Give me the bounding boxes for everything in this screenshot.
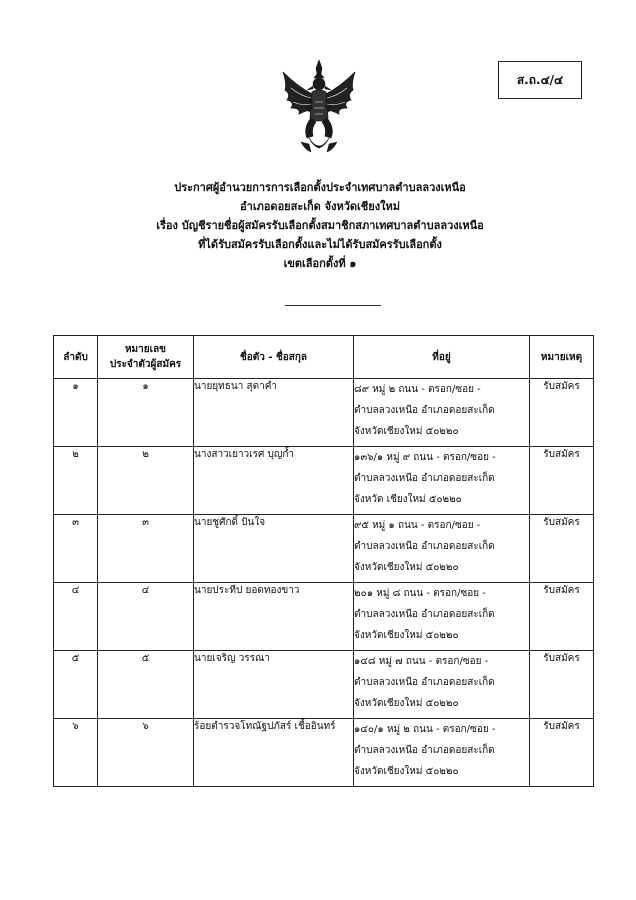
row-note: รับสมัคร [530,651,594,719]
row-name: นายยุทธนา สุตาคำ [194,379,354,447]
address-line: ตำบลลวงเหนือ อำเภอดอยสะเก็ด [354,473,495,484]
table-row [54,379,594,447]
header-number-line-2: ประจำตัวผู้สมัคร [109,359,182,370]
row-order: ๑ [54,379,98,447]
address-line: จังหวัดเชียงใหม่ ๕๐๒๒๐ [354,426,459,437]
form-code-box [498,61,582,99]
row-name: นางสาวเยาวเรศ บุญก้ำ [194,447,354,515]
row-order: ๖ [54,719,98,787]
table-header-row [54,336,594,379]
row-name: นายชูศักดิ์ ปันใจ [194,515,354,583]
heading-line-4: ที่ได้รับสมัครรับเลือกตั้งและไม่ได้รับสมัครรับเลือกตั้ง [198,238,442,251]
address-line: ๘๙ หมู่ ๒ ถนน - ตรอก/ซอย - [354,384,481,395]
row-candidate-number: ๖ [98,719,194,787]
row-candidate-number: ๓ [98,515,194,583]
row-candidate-number: ๔ [98,583,194,651]
address-line: จังหวัดเชียงใหม่ ๕๐๒๒๐ [354,562,459,573]
form-code: ส.ถ.๔/๔ [516,72,564,87]
address-line: ๙๕ หมู่ ๑ ถนน - ตรอก/ซอย - [354,520,481,531]
row-candidate-number: ๑ [98,379,194,447]
row-address [354,379,530,447]
address-line: จังหวัดเชียงใหม่ ๕๐๒๒๐ [354,766,459,777]
row-order: ๔ [54,583,98,651]
address-line: ๑๔๘ หมู่ ๗ ถนน - ตรอก/ซอย - [354,656,489,667]
header-order: ลำดับ [54,336,98,379]
heading-divider [285,305,381,306]
row-address [354,515,530,583]
row-note: รับสมัคร [530,583,594,651]
heading-line-5: เขตเลือกตั้งที่ ๑ [283,257,357,270]
row-note: รับสมัคร [530,515,594,583]
row-address [354,583,530,651]
address-line: ตำบลลวงเหนือ อำเภอดอยสะเก็ด [354,677,495,688]
row-note: รับสมัคร [530,379,594,447]
header-number-line-1: หมายเลข [124,344,167,355]
address-line: ๒๐๑ หมู่ ๘ ถนน - ตรอก/ซอย - [354,588,486,599]
address-line: จังหวัดเชียงใหม่ ๕๐๒๒๐ [354,630,459,641]
table-row [54,447,594,515]
table-row [54,515,594,583]
header-name: ชื่อตัว - ชื่อสกุล [194,336,354,379]
table-row [54,583,594,651]
row-candidate-number: ๒ [98,447,194,515]
address-line: จังหวัด เชียงใหม่ ๕๐๒๒๐ [354,494,462,505]
address-line: ตำบลลวงเหนือ อำเภอดอยสะเก็ด [354,541,495,552]
address-line: ๑๔๐/๑ หมู่ ๒ ถนน - ตรอก/ซอย - [354,724,496,735]
row-name: นายเจริญ วรรณา [194,651,354,719]
heading-line-2: อำเภอดอยสะเก็ด จังหวัดเชียงใหม่ [240,200,400,213]
table-row [54,651,594,719]
header-address: ที่อยู่ [354,336,530,379]
row-note: รับสมัคร [530,719,594,787]
row-order: ๓ [54,515,98,583]
table-row [54,719,594,787]
row-note: รับสมัคร [530,447,594,515]
header-candidate-number [98,336,194,379]
address-line: จังหวัดเชียงใหม่ ๕๐๒๒๐ [354,698,459,709]
row-name: นายประทีป ยอดทองขาว [194,583,354,651]
header-note: หมายเหตุ [530,336,594,379]
row-order: ๒ [54,447,98,515]
announcement-heading [60,178,580,273]
address-line: ตำบลลวงเหนือ อำเภอดอยสะเก็ด [354,609,495,620]
row-order: ๕ [54,651,98,719]
row-name: ร้อยตำรวจโทณัฐปภัสร์ เชื้ออินทร์ [194,719,354,787]
address-line: ตำบลลวงเหนือ อำเภอดอยสะเก็ด [354,745,495,756]
row-candidate-number: ๕ [98,651,194,719]
heading-line-3: เรื่อง บัญชีรายชื่อผู้สมัครรับเลือกตั้งสมาชิกสภาเทศบาลตำบลลวงเหนือ [156,219,484,232]
heading-line-1: ประกาศผู้อำนวยการการเลือกตั้งประจำเทศบาลตำบลลวงเหนือ [174,181,466,194]
address-line: ๑๓๖/๑ หมู่ ๙ ถนน - ตรอก/ซอย - [354,452,496,463]
row-address [354,651,530,719]
candidate-table [53,335,594,787]
address-line: ตำบลลวงเหนือ อำเภอดอยสะเก็ด [354,405,495,416]
row-address [354,447,530,515]
row-address [354,719,530,787]
garuda-emblem-icon [279,58,359,158]
